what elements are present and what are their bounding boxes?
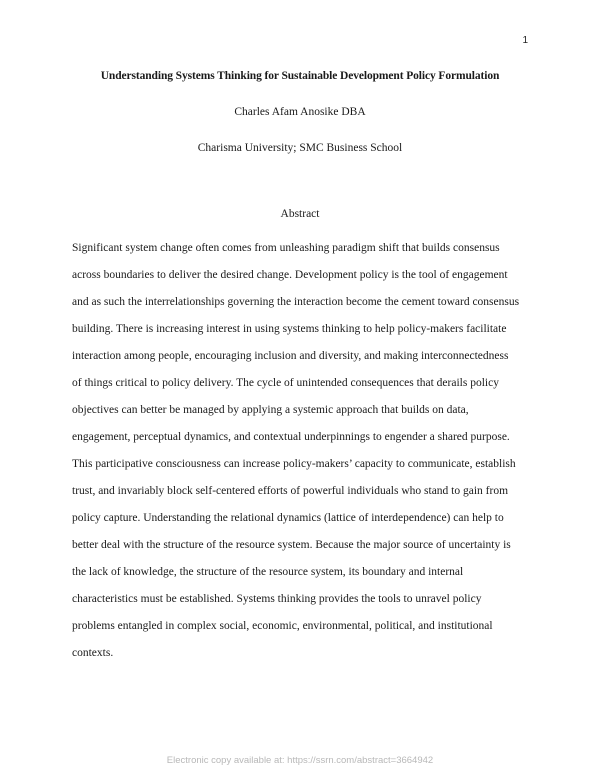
abstract-line: policy capture. Understanding the relational dynamics (lattice of interdependence) can help to: [72, 512, 504, 524]
author-affiliation: Charisma University; SMC Business School: [197, 142, 403, 154]
abstract-line: Significant system change often comes from unleashing paradigm shift that builds consensus: [72, 242, 500, 254]
abstract-line: better deal with the structure of the resource system. Because the major source of uncertainty is: [72, 539, 511, 551]
abstract-line: engagement, perceptual dynamics, and contextual underpinnings to engender a shared purpose.: [72, 431, 510, 443]
abstract-line: interaction among people, encouraging inclusion and diversity, and making interconnectedness: [72, 350, 509, 362]
abstract-line: characteristics must be established. Systems thinking provides the tools to unravel policy: [72, 593, 482, 605]
abstract-line: objectives can better be managed by applying a systemic approach that builds on data,: [72, 404, 469, 416]
paper-title: Understanding Systems Thinking for Sustainable Development Policy Formulation: [100, 70, 500, 82]
abstract-line: problems entangled in complex social, economic, environmental, political, and institutional: [72, 620, 493, 632]
abstract-line: and as such the interrelationships governing the interaction become the cement toward consensus: [72, 296, 520, 308]
abstract-line: across boundaries to deliver the desired change. Development policy is the tool of engagement: [72, 269, 508, 281]
abstract-line: building. There is increasing interest in using systems thinking to help policy-makers facilitate: [72, 323, 507, 335]
abstract-heading: Abstract: [280, 208, 320, 220]
abstract-body: [72, 241, 532, 673]
abstract-line: the lack of knowledge, the structure of the resource system, its boundary and internal: [72, 566, 464, 578]
page-number: 1: [522, 35, 528, 46]
abstract-line: contexts.: [72, 647, 114, 659]
ssrn-footer: Electronic copy available at: https://ssrn.com/abstract=3664942: [166, 755, 434, 766]
abstract-line: trust, and invariably block self-centered efforts of powerful individuals who stand to gain from: [72, 485, 509, 497]
author-name: Charles Afam Anosike DBA: [234, 106, 366, 118]
abstract-line: This participative consciousness can increase policy-makers’ capacity to communicate, establish: [72, 458, 516, 470]
abstract-line: of things critical to policy delivery. The cycle of unintended consequences that derails policy: [72, 377, 499, 389]
